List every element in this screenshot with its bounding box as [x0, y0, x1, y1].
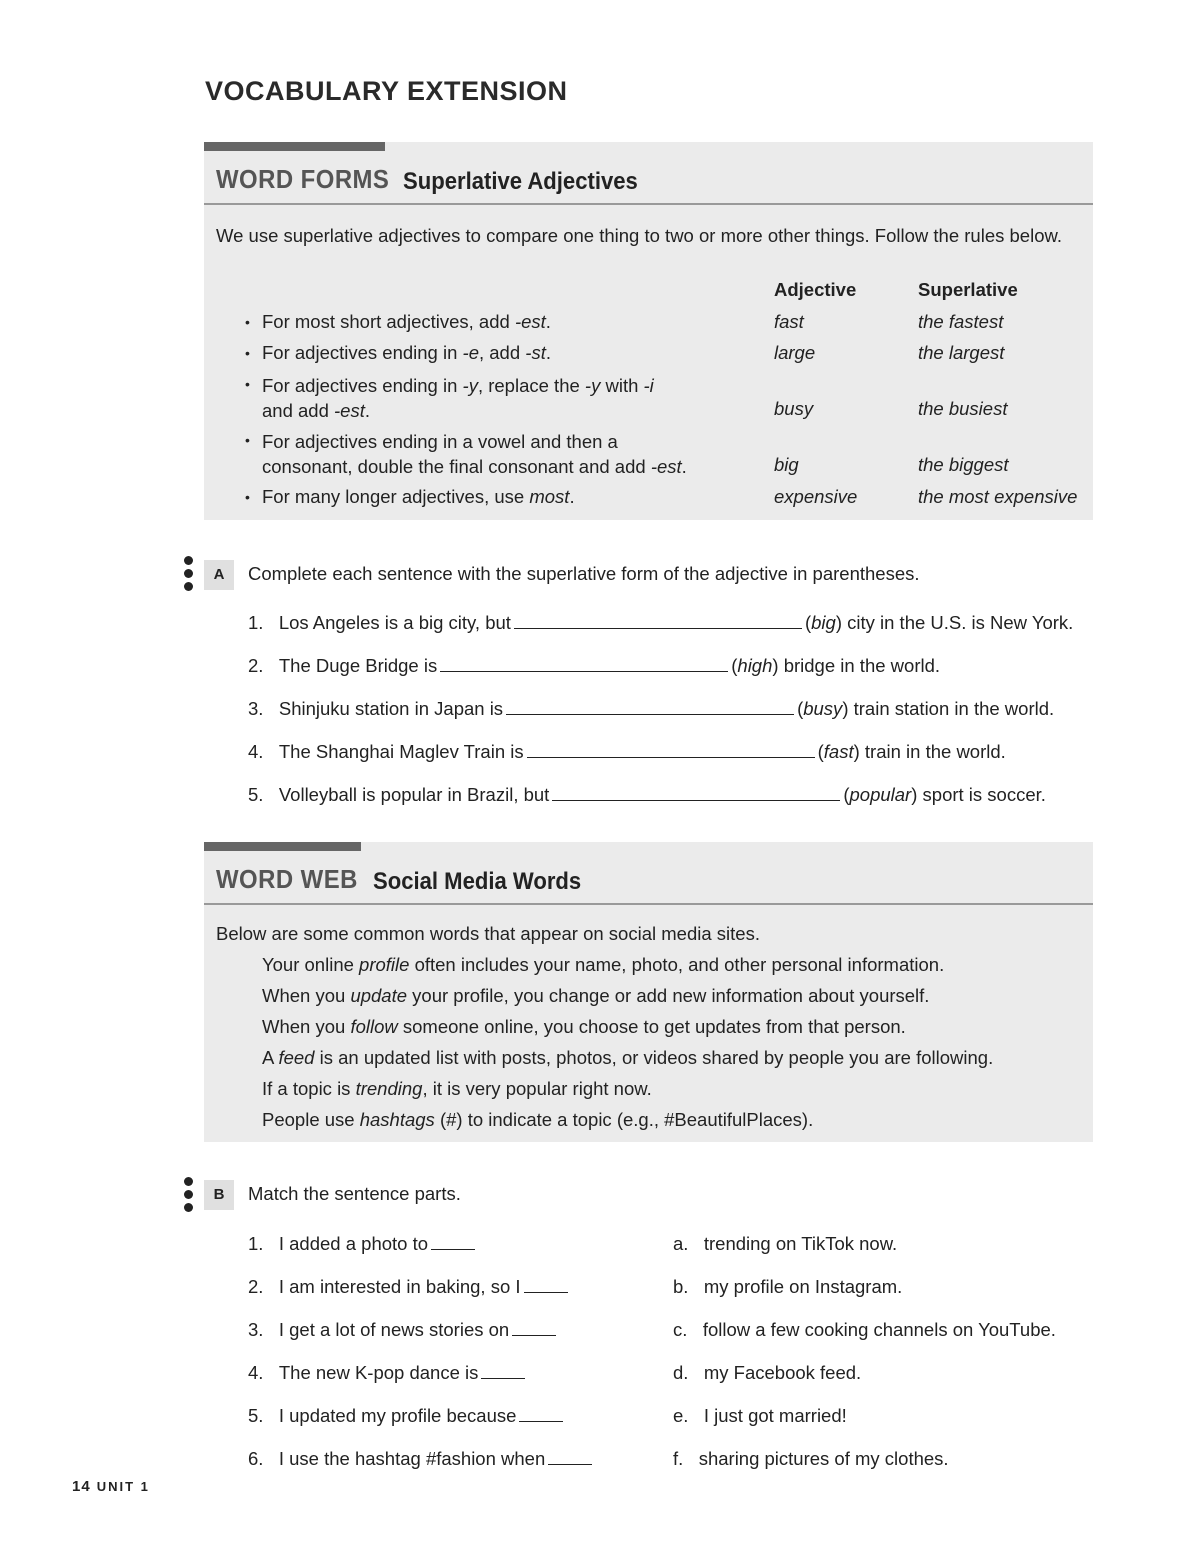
rule-superlative: the largest: [918, 342, 1005, 363]
rule-adjective: big: [774, 454, 799, 475]
match-left-item: 2. I am interested in baking, so I: [248, 1276, 571, 1298]
word-forms-title: Superlative Adjectives: [403, 168, 638, 195]
match-right-item: c. follow a few cooking channels on YouTube.: [673, 1319, 1056, 1340]
word-web-title: Social Media Words: [373, 868, 582, 895]
exercise-b-label: B: [204, 1180, 234, 1210]
answer-blank[interactable]: [506, 700, 794, 715]
match-right-item: a. trending on TikTok now.: [673, 1233, 898, 1254]
word-web-box: [204, 842, 1093, 1142]
rule-superlative: the biggest: [918, 454, 1009, 475]
page-footer: [72, 1478, 150, 1495]
rule-item: • For adjectives ending in -e, add -st.: [262, 342, 551, 364]
rule-superlative: the busiest: [918, 398, 1008, 419]
answer-blank[interactable]: [524, 1278, 568, 1293]
definition-line: If a topic is trending, it is very popular right now.: [262, 1078, 652, 1099]
answer-blank[interactable]: [527, 743, 815, 758]
word-forms-header: [204, 151, 1093, 205]
box-accent-bar: [204, 842, 361, 851]
exercise-a-item: 1. Los Angeles is a big city, but (big) city in the U.S. is New York.: [248, 612, 1074, 633]
match-left-item: 3. I get a lot of news stories on: [248, 1319, 559, 1341]
rule-adjective: expensive: [774, 486, 858, 507]
rule-item: • For adjectives ending in a vowel and then a consonant, double the final consonant and add -est.: [262, 429, 687, 479]
answer-blank[interactable]: [431, 1235, 475, 1250]
rule-adjective: large: [774, 342, 816, 363]
definition-line: A feed is an updated list with posts, photos, or videos shared by people you are following.: [262, 1047, 994, 1068]
rule-item: • For most short adjectives, add -est.: [262, 311, 551, 333]
word-forms-box: [204, 142, 1093, 520]
unit-label: UNIT 1: [96, 1479, 150, 1494]
page-number: 14: [72, 1478, 91, 1495]
word-web-tag: WORD WEB: [216, 864, 358, 894]
match-left-item: 4. The new K-pop dance is: [248, 1362, 528, 1384]
match-left-item: 5. I updated my profile because: [248, 1405, 566, 1427]
word-forms-tag: WORD FORMS: [216, 164, 390, 194]
section-heading: VOCABULARY EXTENSION: [205, 76, 568, 106]
match-right-item: b. my profile on Instagram.: [673, 1276, 903, 1297]
definition-line: People use hashtags (#) to indicate a topic (e.g., #BeautifulPlaces).: [262, 1109, 814, 1130]
rule-superlative: the most expensive: [918, 486, 1078, 507]
exercise-a-instruction: Complete each sentence with the superlative form of the adjective in parentheses.: [248, 563, 920, 584]
answer-blank[interactable]: [519, 1407, 563, 1422]
answer-blank[interactable]: [512, 1321, 556, 1336]
box-accent-bar: [204, 142, 385, 151]
exercise-a-item: 5. Volleyball is popular in Brazil, but (popular) sport is soccer.: [248, 784, 1046, 805]
match-left-item: 1. I added a photo to: [248, 1233, 478, 1255]
collaboration-icon: [184, 556, 196, 595]
match-right-item: f. sharing pictures of my clothes.: [673, 1448, 949, 1469]
answer-blank[interactable]: [440, 657, 728, 672]
match-right-item: e. I just got married!: [673, 1405, 847, 1426]
word-forms-intro: We use superlative adjectives to compare one thing to two or more other things. Follow the rules below.: [216, 225, 1062, 246]
exercise-a-item: 3. Shinjuku station in Japan is (busy) train station in the world.: [248, 698, 1055, 719]
answer-blank[interactable]: [514, 614, 802, 629]
definition-line: Your online profile often includes your name, photo, and other personal information.: [262, 954, 945, 975]
answer-blank[interactable]: [548, 1450, 592, 1465]
exercise-a-label: A: [204, 560, 234, 590]
answer-blank[interactable]: [552, 786, 840, 801]
exercise-b-instruction: Match the sentence parts.: [248, 1183, 461, 1204]
exercise-a-item: 2. The Duge Bridge is (high) bridge in the world.: [248, 655, 941, 676]
definition-line: When you update your profile, you change or add new information about yourself.: [262, 985, 930, 1006]
rule-adjective: fast: [774, 311, 804, 332]
word-web-intro: Below are some common words that appear on social media sites.: [216, 923, 760, 944]
rule-item: • For many longer adjectives, use most.: [262, 486, 575, 508]
rule-superlative: the fastest: [918, 311, 1004, 332]
rule-item: • For adjectives ending in -y, replace the -y with -i and add -est.: [262, 373, 654, 423]
exercise-a-item: 4. The Shanghai Maglev Train is (fast) train in the world.: [248, 741, 1006, 762]
collaboration-icon: [184, 1177, 196, 1216]
match-left-item: 6. I use the hashtag #fashion when: [248, 1448, 595, 1470]
rule-adjective: busy: [774, 398, 814, 419]
col-superlative-header: Superlative: [918, 279, 1018, 300]
answer-blank[interactable]: [481, 1364, 525, 1379]
col-adjective-header: Adjective: [774, 279, 857, 300]
match-right-item: d. my Facebook feed.: [673, 1362, 862, 1383]
word-web-header: [204, 851, 1093, 905]
definition-line: When you follow someone online, you choose to get updates from that person.: [262, 1016, 906, 1037]
